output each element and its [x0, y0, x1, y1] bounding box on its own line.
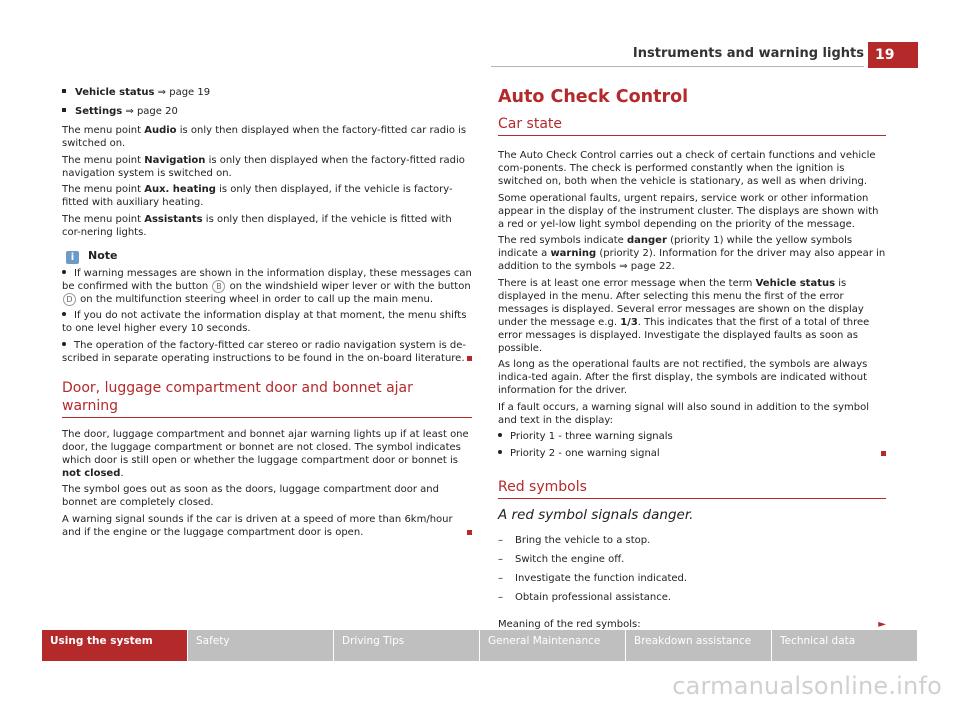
section-title: Door, luggage compartment door and bonnet ajar warning — [62, 379, 472, 418]
chapter-title: Auto Check Control — [498, 87, 689, 107]
bullet-icon — [498, 450, 502, 454]
bullet-icon — [62, 312, 66, 316]
step-item: – Bring the vehicle to a stop. — [498, 534, 651, 546]
paragraph: The menu point Assistants is only then displayed, if the vehicle is fitted with cor-nering lights. — [62, 213, 452, 238]
menu-item-label: Vehicle status — [75, 87, 155, 98]
tab-safety[interactable]: Safety — [188, 630, 333, 661]
info-icon: i — [66, 251, 79, 264]
tab-driving-tips[interactable]: Driving Tips — [334, 630, 479, 661]
step-item: – Investigate the function indicated. — [498, 572, 688, 584]
section-subtitle: A red symbol signals danger. — [498, 506, 694, 523]
note-bullet: The operation of the factory-fitted car stereo or radio navigation system is de-scribed in separate operating instructions to be found in the on-board literature. — [62, 339, 472, 365]
list-item — [62, 86, 472, 99]
bullet-icon — [62, 342, 66, 346]
paragraph: The Auto Check Control carries out a check of certain functions and vehicle com-ponents. The check is performed constantly when the ignition is switched on, both when the vehicle is stationary, as well as when driving. — [498, 150, 876, 187]
bullet-icon — [62, 270, 66, 274]
right-column — [498, 86, 886, 634]
section-end-icon — [467, 530, 472, 535]
square-bullet-icon — [62, 108, 66, 112]
section-title: Car state — [498, 115, 886, 136]
note-heading: i Note — [62, 249, 472, 264]
tab-breakdown-assistance[interactable]: Breakdown assistance — [626, 630, 771, 661]
tab-technical-data[interactable]: Technical data — [772, 630, 917, 661]
priority-item: Priority 2 - one warning signal — [498, 447, 886, 460]
square-bullet-icon — [62, 89, 66, 93]
note-bullet: If you do not activate the information display at that moment, the menu shifts to one level higher every 10 seconds. — [62, 310, 467, 334]
paragraph: As long as the operational faults are not rectified, the symbols are always indica-ted again. After the first display, the symbols are indicated without information for the driver. — [498, 359, 868, 396]
paragraph: Some operational faults, urgent repairs, service work or other information appear in the display of the instrument cluster. The displays are shown with a red or yel-low light symbol depending on the priority of the message. — [498, 192, 879, 230]
section-end-icon — [881, 451, 886, 456]
page-link[interactable]: ⇒ page 19 — [154, 87, 211, 98]
paragraph: The menu point Audio is only then displayed when the factory-fitted car radio is switched on. — [62, 125, 467, 149]
running-header: Instruments and warning lights — [632, 46, 864, 61]
step-item: – Switch the engine off. — [498, 553, 625, 565]
watermark: carmanualsonline.info — [672, 672, 942, 700]
paragraph: The door, luggage compartment and bonnet ajar warning lights up if at least one door, the luggage compartment or bonnet are not closed. The symbol indicates which door is still open or whether the luggage compartment door or bonnet is not closed. — [62, 428, 469, 479]
paragraph: If a fault occurs, a warning signal will also sound in addition to the symbol and text in the display: — [498, 401, 870, 426]
priority-item: Priority 1 - three warning signals — [498, 430, 886, 443]
paragraph: There is at least one error message when the term Vehicle status is displayed in the menu. After selecting this menu the first of the error messages is displayed. Several error messages are shown on the display under the message e.g. 1/3. This indicates that the first of a total of three error messages is displayed. Investigate the displayed faults as soon as possible. — [498, 277, 870, 354]
button-b-icon: B — [212, 280, 225, 293]
tab-using-the-system[interactable]: Using the system — [42, 630, 187, 661]
list-item — [62, 105, 472, 118]
paragraph: The symbol goes out as soon as the doors, luggage compartment door and bonnet are completely closed. — [62, 484, 439, 508]
left-column — [62, 86, 472, 542]
section-end-icon — [467, 356, 472, 361]
footer-nav — [42, 630, 918, 661]
paragraph: A warning signal sounds if the car is driven at a speed of more than 6km/hour and if the engine or the luggage compartment door is open. — [62, 513, 472, 539]
page-link[interactable]: ⇒ page 20 — [122, 106, 178, 117]
step-item: – Obtain professional assistance. — [498, 591, 672, 603]
note-bullet: If warning messages are shown in the information display, these messages can be confirmed with the button B on the windshield wiper lever or with the button D on the multifunction steering wheel in order to call up the main menu. — [62, 267, 472, 305]
paragraph: The menu point Aux. heating is only then displayed, if the vehicle is factory-fitted with auxiliary heating. — [62, 184, 453, 208]
button-d-icon: D — [63, 293, 76, 306]
header-rule — [491, 66, 864, 67]
continue-arrow-icon: ► — [878, 618, 886, 630]
section-title: Red symbols — [498, 478, 886, 499]
bullet-icon — [498, 433, 502, 437]
tab-general-maintenance[interactable]: General Maintenance — [480, 630, 625, 661]
paragraph: Meaning of the red symbols: ► — [498, 618, 886, 630]
paragraph: The red symbols indicate danger (priority 1) while the yellow symbols indicate a warning (priority 2). Information for the driver may also appear in addition to the symbols ⇒ page 22. — [498, 235, 886, 272]
menu-item-label: Settings — [75, 106, 123, 117]
page-number: 19 — [868, 42, 918, 68]
paragraph: The menu point Navigation is only then displayed when the factory-fitted radio navigation system is switched on. — [62, 154, 465, 179]
